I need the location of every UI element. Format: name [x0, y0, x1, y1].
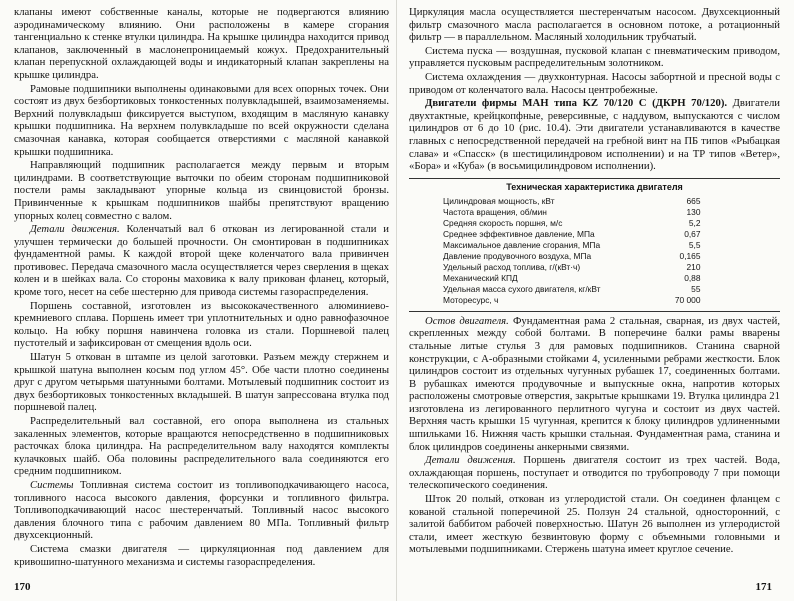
paragraph-text: Распределительный вал составной, его опора выполнена из стальных закаленных элементов, которые вращаются непосредственно в подшипниковых расточках блока цилиндра. На распределительном валу находятся комплекты кулачковых шайб. Оба половины распределительного вала соединяются его средним подшипником.	[14, 415, 389, 478]
spec-value: 55	[691, 283, 701, 294]
section-lead: Остов двигателя.	[425, 314, 509, 327]
paragraph-text: Циркуляция масла осуществляется шестеренчатым насосом. Двухсекционный фильтр смазочного масла располагается в основном потоке, а ротационный фильтр — в параллельном. Масляный холодильник трубчатый.	[409, 6, 780, 44]
spec-value: 0,88	[684, 272, 701, 283]
table-bottom-rule	[409, 311, 780, 312]
paragraph-text: Поршень двигателя состоит из трех частей. Вода, охлаждающая поршень, поступает и отводится по трубопроводу 7 при помощи телескопического соединения.	[409, 454, 780, 492]
table-row	[443, 240, 701, 251]
spec-label: Давление продувочного воздуха, МПа	[443, 250, 592, 261]
table-top-rule	[409, 178, 780, 179]
table-row	[443, 284, 701, 295]
paragraph	[409, 6, 780, 44]
paragraph	[14, 415, 389, 478]
heading-lead: Двигатели фирмы МАН типа KZ 70/120 С (ДКРН 70/120).	[425, 97, 728, 110]
paragraph-text: Фундаментная рама 2 стальная, сварная, из двух частей, скрепленных между собой болтами. В поперечине балки рамы вварены стальные литые стулья 3 для рамовых подшипников. Станина сварной конструкции, с А-образными стойками 4, усиленными ребрами жесткости. Блок цилиндров состоит из отдельных чугунных рубашек 17, соединенных болтами. В рубашках имеются продувочные и выпускные окна, напротив которых расположены смотровые отверстия, закрытые крышками 19. Втулка цилиндра 21 изготовлена из легированного перлитного чугуна и состоит из двух частей. Верхняя часть крышки 15 чугунная, крепится к блоку цилиндров удлиненными шпильками 16. Нижняя часть крышки стальная. Фундаментная рама, станина и блок цилиндров соединены анкерными связями.	[409, 314, 781, 453]
paragraph-text: Поршень составной, изготовлен из высококачественного алюминиево-кремниевого сплава. Поршень имеет три уплотнительных и одно равнофазочное кольцо. На юбку поршня навинчена головка из стали. Поршневой палец пустотелый и зафиксирован от смещения вдоль оси.	[14, 299, 389, 350]
spec-label: Моторесурс, ч	[443, 294, 499, 305]
paragraph	[409, 454, 780, 492]
paragraph	[409, 45, 780, 70]
spec-value: 70 000	[674, 294, 701, 305]
table-row	[443, 251, 701, 262]
paragraph	[14, 223, 389, 299]
right-page	[397, 0, 794, 601]
paragraph	[409, 315, 780, 454]
paragraph-text: Система пуска — воздушная, пусковой клапан с пневматическим приводом, управляется пусковым распределительным золотником.	[409, 44, 780, 70]
spec-label: Максимальное давление сгорания, МПа	[443, 239, 601, 250]
spec-value: 5,5	[688, 239, 701, 250]
table-row	[443, 196, 701, 207]
spec-label: Средняя скорость поршня, м/с	[443, 217, 563, 228]
paragraph	[14, 300, 389, 350]
spec-label: Частота вращения, об/мин	[443, 206, 547, 217]
table-row	[443, 218, 701, 229]
table-row	[443, 273, 701, 284]
paragraph	[14, 543, 389, 568]
paragraph-text: клапаны имеют собственные каналы, которые не подвергаются влиянию аэродинамическому влиянию. Они расположены в камере сгорания тангенциально к стенке втулки цилиндра. На крышке цилиндра находится привод клапанов, заключенный в маслонепроницаемый кожух. Предохранительный клапан перепускной охлаждающей воды и индикаторный клапан закреплены на крышке цилиндра.	[14, 6, 389, 81]
paragraph-text: Двигатели двухтактные, крейцкопфные, реверсивные, с наддувом, выпускаются с числом цилиндров от 6 до 10 (рис. 10.4). Эти двигатели устанавливаются в качестве главных с непосредственной передачей на гребной винт на ПБ типов «Рыбацкая слава» и «Спасск» (в шестицилиндровом исполнении) и на ТР типов «Ветер», «Бора» и «Куба» (в восьмицилиндровом исполнении).	[409, 97, 781, 173]
section-lead: Системы	[30, 478, 74, 491]
paragraph-text: Система охлаждения — двухконтурная. Насосы забортной и пресной воды с приводом от коленчатого вала. Насосы центробежные.	[409, 70, 780, 96]
spec-label: Удельная масса сухого двигателя, кг/кВт	[443, 283, 601, 294]
paragraph-text: Шатун 5 откован в штампе из целой заготовки. Разъем между стержнем и крышкой шатуна выполнен косым под углом 45°. Обе части плотно соединены друг с другом четырьмя шатунными болтами. Мотылевый подшипник состоит из двух безбортиковых тонкостенных вкладышей. В шатун запрессована втулка под поршневой палец.	[14, 351, 389, 414]
paragraph	[409, 493, 780, 556]
spec-value: 0,67	[684, 228, 701, 239]
paragraph-text: Система смазки двигателя — циркуляционная под давлением для кривошипно-шатунного механизма и системы газораспределения.	[14, 542, 389, 568]
table-row	[443, 295, 701, 306]
table-row	[443, 262, 701, 273]
paragraph-text: Коленчатый вал 6 откован из легированной стали и улучшен термически до большей прочности. Он смонтирован в подшипниках фундаментной рамы. К каждой второй щеке коленчатого вала привинчен противовес. Передача смазочного масла осуществляется через сверления в щеках колен и в шейках вала. Со стороны маховика к валу прикован фланец, который, кроме того, несет на себе шестерню для привода системы газораспределения.	[14, 223, 389, 299]
paragraph	[14, 6, 389, 82]
paragraph	[14, 479, 389, 542]
paragraph-text: Рамовые подшипники выполнены одинаковыми для всех опорных точек. Они состоят из двух безбортиковых тонкостенных полувкладышей, взаимозаменяемы. Верхний полувкладыш фиксируется выступом, входящим в масляную канавку крышки подшипника. На верхнем полувкладыше по всей окружности сделана смазочная канавка, которая сообщается отверстиями с масляной канавкой крышки подшипника.	[14, 82, 389, 158]
paragraph	[14, 159, 389, 222]
section-lead: Детали движения.	[425, 454, 516, 467]
right-bottom-text	[409, 315, 780, 556]
right-top-text	[409, 6, 780, 173]
paragraph-text: Шток 20 полый, откован из углеродистой стали. Он соединен фланцем с кованой стальной поперечиной 25. Ползун 24 стальной, односторонний, с залитой баббитом рабочей поверхностью. Шатун 26 выполнен из углеродистой стали, имеет жесткую безвинтовую форму с объемными головными и мотылевыми подшипниками. Стержень шатуна имеет круглое сечение.	[409, 493, 780, 556]
paragraph	[409, 97, 780, 173]
spec-value: 665	[686, 195, 701, 206]
table-title: Техническая характеристика двигателя	[506, 181, 683, 192]
paragraph-text: Направляющий подшипник располагается между первым и вторым цилиндрами. В соответствующие выточки по обеим сторонам подшипниковой постели рамы закладывают упорные кольца из свинцовистой бронзы. Привинченные к крышкам подшипников шайбы препятствуют вращению упорных колец совместно с валом.	[14, 159, 389, 222]
table-row	[443, 229, 701, 240]
spec-value: 5,2	[688, 217, 701, 228]
spec-value: 0,165	[679, 250, 701, 261]
spec-label: Цилиндровая мощность, кВт	[443, 195, 555, 206]
paragraph	[14, 351, 389, 414]
section-lead: Детали движения.	[30, 223, 120, 236]
spec-value: 210	[686, 261, 701, 272]
paragraph	[409, 71, 780, 96]
paragraph-text: Топливная система состоит из топливоподкачивающего насоса, топливного насоса высокого давления, форсунки и топливного фильтра. Топливоподкачивающий насос шестеренчатый. Топливный насос высокого давления блочного типа с рабочим давлением 80 МПа. Топливный фильтр двухсекционный.	[14, 478, 389, 542]
spec-table	[443, 196, 701, 306]
spec-label: Среднее эффективное давление, МПа	[443, 228, 595, 239]
spec-label: Удельный расход топлива, г/(кВт·ч)	[443, 261, 581, 272]
paragraph	[14, 83, 389, 159]
page-number-right: 171	[755, 581, 772, 593]
spec-label: Механический КПД	[443, 272, 518, 283]
spec-value: 130	[686, 206, 701, 217]
table-row	[443, 207, 701, 218]
page-number-left: 170	[14, 581, 31, 593]
